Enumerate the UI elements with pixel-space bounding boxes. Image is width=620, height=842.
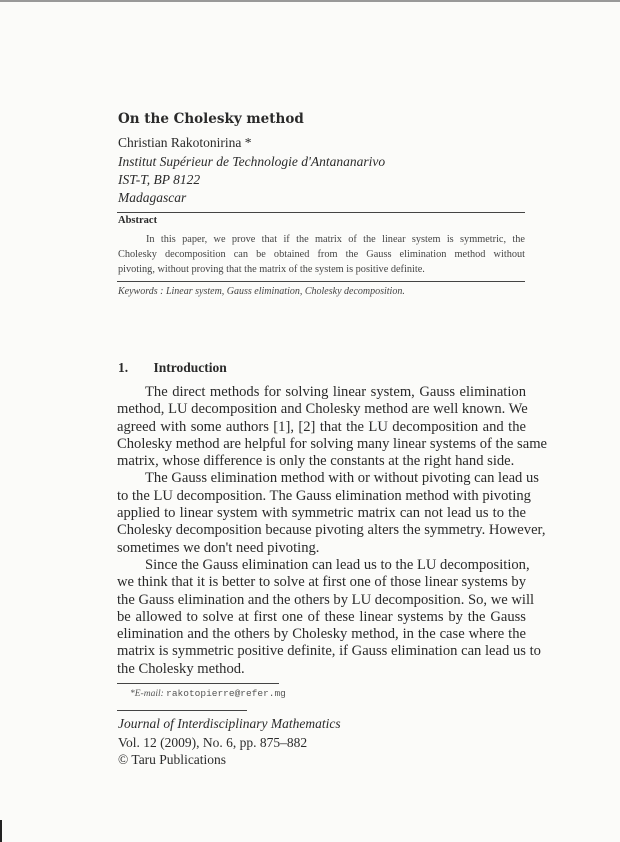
body-line: elimination and the others by Cholesky method, in the case where the [117,626,526,643]
author-name: Christian Rakotonirina * [118,135,252,150]
body-line: we think that it is better to solve at first one of those linear systems by [117,574,526,591]
body-line: The direct methods for solving linear system, Gauss elimination [145,384,526,400]
divider [117,212,525,213]
affiliation-address: IST-T, BP 8122 [118,172,201,187]
body-line: Cholesky decomposition because pivoting alters the symmetry. However, [117,522,546,539]
body-line: Since the Gauss elimination can lead us to the LU decomposition, [145,556,530,573]
body-line: Cholesky method are helpful for solving many linear systems of the same [117,435,548,452]
body-line: be allowed to solve at first one of these linear systems by the Gauss [117,608,526,625]
section-number: 1. [118,360,129,375]
body-line: the Gauss elimination and the others by LU decomposition. So, we will [117,591,535,608]
journal-name: Journal of Interdisciplinary Mathematics [118,716,341,731]
body-line: method, LU decomposition and Cholesky method are well known. We [117,401,528,418]
body-line: sometimes we don't need pivoting. [117,539,320,556]
body-line: applied to linear system with symmetric matrix can not lead us to the [117,505,526,522]
body-line: matrix, whose difference is only the constants at the right hand side. [117,453,515,470]
divider [117,281,525,282]
footnote-email: rakotopierre@refer.mg [166,688,286,699]
paper-title: On the Cholesky method [118,111,304,127]
abstract-line: Cholesky decomposition can be obtained from the Gauss elimination method without [118,249,525,260]
body-line: matrix is symmetric positive definite, if Gauss elimination can lead us to [117,643,541,660]
section-title: Introduction [153,360,227,375]
abstract-line: In this paper, we prove that if the matrix of the linear system is symmetric, the [146,234,525,245]
scan-edge [0,820,2,842]
body-text [117,384,548,678]
affiliation-country: Madagascar [118,190,187,205]
body-line: agreed with some authors [1], [2] that the LU decomposition and the [117,418,526,435]
footnote-label: *E-mail: [130,689,164,699]
abstract-line: pivoting, without proving that the matrix of the system is positive definite. [118,264,425,275]
abstract-heading: Abstract [118,215,158,226]
body-line: The Gauss elimination method with or without pivoting can lead us [145,470,539,487]
divider [117,710,247,711]
section-heading [118,360,227,376]
journal-publisher: © Taru Publications [118,752,227,767]
footnote [130,688,286,699]
affiliation-institute: Institut Supérieur de Technologie d'Antananarivo [118,154,386,169]
body-line: to the LU decomposition. The Gauss elimination method with pivoting [117,487,531,504]
keywords: Keywords : Linear system, Gauss elimination, Cholesky decomposition. [118,286,405,297]
scan-edge [0,0,620,2]
footnote-divider [117,683,279,684]
journal-volume: Vol. 12 (2009), No. 6, pp. 875–882 [118,735,308,750]
body-line: the Cholesky method. [117,660,245,677]
